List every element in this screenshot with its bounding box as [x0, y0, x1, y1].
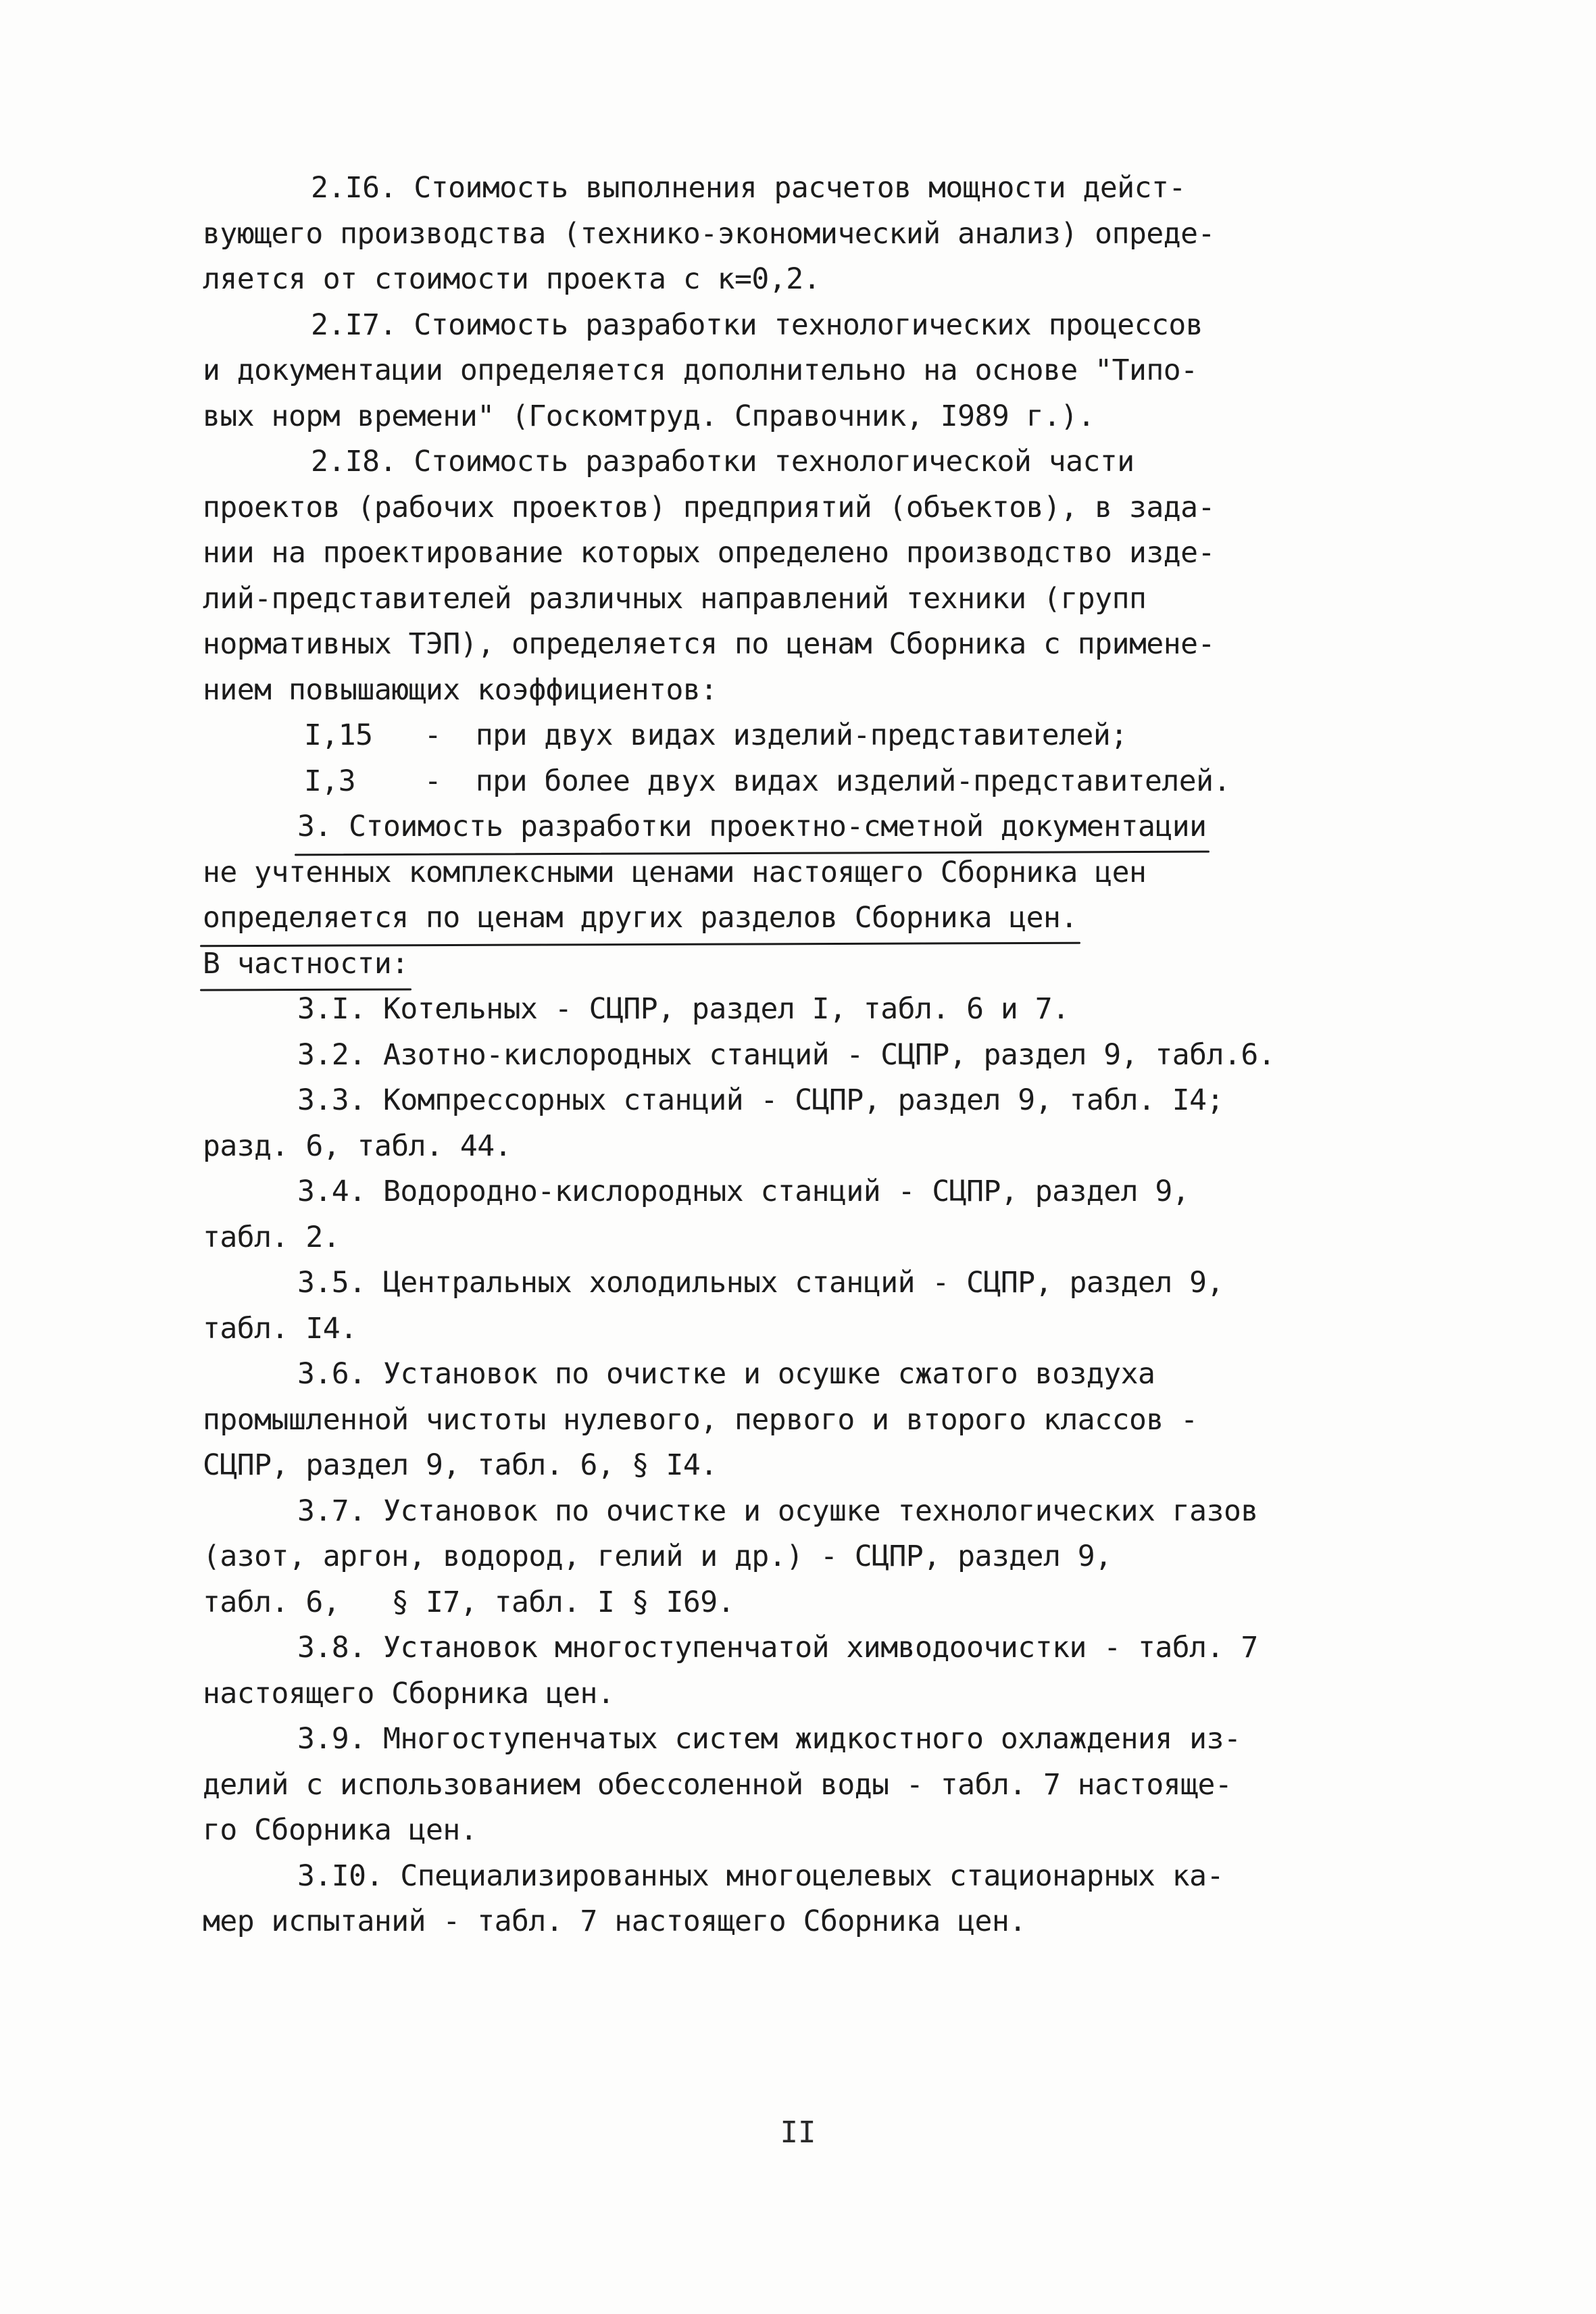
item-3-5-line-1: 3.5. Центральных холодильных станций - СЦПР, раздел 9,	[297, 1266, 1224, 1300]
item-3-4-line-2: табл. 2.	[203, 1220, 341, 1254]
item-3-6-line-2: промышленной чистоты нулевого, первого и второго классов -	[203, 1402, 1198, 1437]
item-3-7-line-2: (азот, аргон, водород, гелий и др.) - СЦПР, раздел 9,	[203, 1540, 1112, 1573]
p218-line-2: проектов (рабочих проектов) предприятий (объектов), в зада-	[203, 490, 1215, 524]
p216-line-1: 2.I6. Стоимость выполнения расчетов мощности дейст-	[311, 171, 1186, 205]
coefficient-line-1: I,15 - при двух видах изделий-представителей;	[304, 718, 1128, 752]
item-3-10-line-1: 3.I0. Специализированных многоцелевых стационарных ка-	[297, 1858, 1224, 1893]
p218-line-5: нормативных ТЭП), определяется по ценам Сборника с примене-	[203, 627, 1215, 661]
item-3-8-line-1: 3.8. Установок многоступенчатой химводоочистки - табл. 7	[297, 1631, 1258, 1665]
item-3-7-line-3: табл. 6, § I7, табл. I § I69.	[203, 1585, 735, 1619]
item-3-3-line-2: разд. 6, табл. 44.	[203, 1129, 512, 1163]
item-3-6-line-3: СЦПР, раздел 9, табл. 6, § I4.	[203, 1448, 718, 1482]
item-3-9-line-1: 3.9. Многоступенчатых систем жидкостного охлаждения из-	[297, 1722, 1241, 1756]
document-body	[203, 166, 1405, 1945]
item-3-7-line-1: 3.7. Установок по очистке и осушке технологических газов	[297, 1494, 1258, 1528]
p3-line-3-underlined: определяется по ценам других разделов Сборника цен.	[203, 895, 1078, 941]
p3-line-4	[203, 941, 1405, 987]
p216-line-2: вующего производства (технико-экономический анализ) опреде-	[203, 216, 1215, 251]
p217-line-3: вых норм времени" (Госкомтруд. Справочник, I989 г.).	[203, 399, 1095, 433]
p3-line-4-underlined: В частности:	[203, 941, 409, 987]
item-3-10-line-2: мер испытаний - табл. 7 настоящего Сборника цен.	[203, 1904, 1026, 1938]
p216-line-3: ляется от стоимости проекта с к=0,2.	[203, 262, 820, 296]
p217-line-2: и документации определяется дополнительно на основе "Типо-	[203, 353, 1198, 387]
coefficient-line-2: I,3 - при более двух видах изделий-представителей.	[304, 764, 1230, 798]
p218-line-1: 2.I8. Стоимость разработки технологической части	[311, 445, 1134, 478]
item-3-2: 3.2. Азотно-кислородных станций - СЦПР, раздел 9, табл.6.	[297, 1037, 1276, 1072]
p3-line-2: не учтенных комплексными ценами настоящего Сборника цен	[203, 855, 1147, 889]
item-3-5-line-2: табл. I4.	[203, 1311, 357, 1346]
p3-heading-underlined: 3. Стоимость разработки проектно-сметной документации	[297, 804, 1207, 850]
item-3-9-line-2: делий с использованием обессоленной воды - табл. 7 настояще-	[203, 1767, 1232, 1802]
p217-line-1: 2.I7. Стоимость разработки технологических процессов	[311, 307, 1203, 342]
p218-line-3: нии на проектирование которых определено производство изде-	[203, 536, 1215, 570]
p218-line-6: нием повышающих коэффициентов:	[203, 672, 718, 707]
item-3-3-line-1: 3.3. Компрессорных станций - СЦПР, раздел 9, табл. I4;	[297, 1083, 1224, 1117]
p218-line-4: лий-представителей различных направлений техники (групп	[203, 581, 1147, 616]
item-3-1: 3.I. Котельных - СЦПР, раздел I, табл. 6 и 7.	[297, 992, 1070, 1026]
item-3-8-line-2: настоящего Сборника цен.	[203, 1676, 615, 1710]
item-3-4-line-1: 3.4. Водородно-кислородных станций - СЦПР, раздел 9,	[297, 1175, 1190, 1208]
item-3-9-line-3: го Сборника цен.	[203, 1813, 478, 1847]
page-number: II	[780, 2115, 816, 2150]
p3-line-1	[203, 804, 1405, 850]
item-3-6-line-1: 3.6. Установок по очистке и осушке сжатого воздуха	[297, 1357, 1155, 1391]
p3-line-3	[203, 895, 1405, 941]
